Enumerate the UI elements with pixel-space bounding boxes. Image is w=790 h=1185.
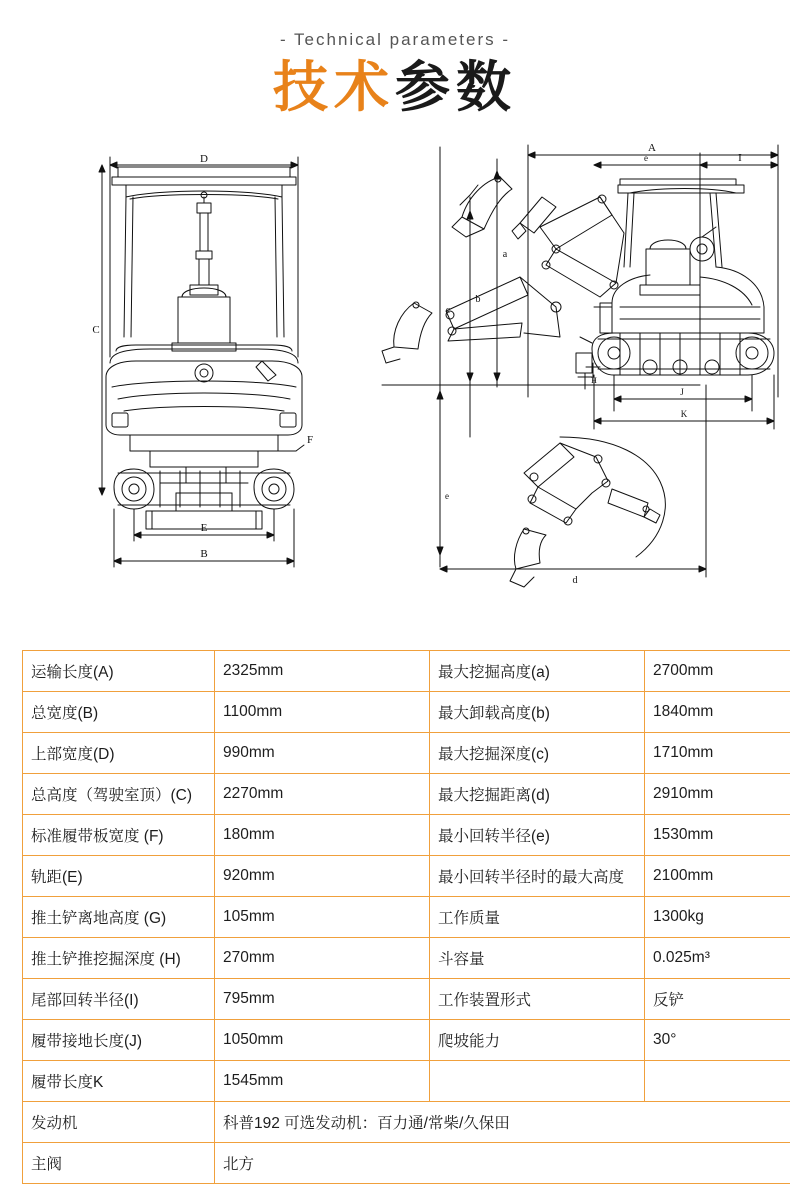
label-b: b	[475, 294, 481, 306]
spec-label: 工作质量	[430, 897, 645, 938]
spec-label: 履带接地长度(J)	[23, 1020, 215, 1061]
side-view-drawing	[382, 145, 778, 587]
label-E: E	[200, 522, 208, 535]
table-row	[23, 733, 790, 774]
label-e-left: e	[445, 491, 449, 502]
spec-label: 最大挖掘距离(d)	[430, 774, 645, 815]
spec-label: 最小回转半径时的最大高度	[430, 856, 645, 897]
spec-value: 科普192 可选发动机：百力通/常柴/久保田	[215, 1102, 790, 1143]
spec-value: 1300kg	[645, 897, 790, 938]
spec-label: 最大挖掘深度(c)	[430, 733, 645, 774]
label-D: D	[200, 153, 208, 166]
spec-value: 920mm	[215, 856, 430, 897]
spec-value: 2325mm	[215, 651, 430, 692]
spec-label: 总宽度(B)	[23, 692, 215, 733]
spec-label: 推土铲离地高度 (G)	[23, 897, 215, 938]
label-F: F	[306, 434, 314, 447]
spec-label: 运输长度(A)	[23, 651, 215, 692]
label-a: a	[502, 249, 508, 261]
spec-value: 1100mm	[215, 692, 430, 733]
label-c: c	[445, 305, 451, 317]
spec-label: 最大卸载高度(b)	[430, 692, 645, 733]
spec-value: 0.025m³	[645, 938, 790, 979]
front-view-drawing	[99, 157, 304, 567]
drawing-svg	[0, 137, 790, 607]
page-header	[0, 0, 790, 119]
table-row	[23, 1102, 790, 1143]
specifications-table	[22, 650, 768, 1184]
spec-value: 180mm	[215, 815, 430, 856]
spec-label: 履带长度K	[23, 1061, 215, 1102]
spec-label: 总高度（驾驶室顶）(C)	[23, 774, 215, 815]
technical-drawings	[0, 137, 790, 607]
spec-label: 斗容量	[430, 938, 645, 979]
spec-value: 2100mm	[645, 856, 790, 897]
label-H: H	[591, 376, 597, 386]
page-title-part2: 参数	[395, 56, 518, 118]
spec-label: 爬坡能力	[430, 1020, 645, 1061]
spec-label: 最小回转半径(e)	[430, 815, 645, 856]
table-row	[23, 1020, 790, 1061]
spec-label: 工作装置形式	[430, 979, 645, 1020]
spec-value: 795mm	[215, 979, 430, 1020]
spec-value-empty	[645, 1061, 790, 1102]
table-row	[23, 979, 790, 1020]
spec-value: 1545mm	[215, 1061, 430, 1102]
label-K: K	[680, 409, 688, 420]
label-I: I	[738, 152, 742, 165]
label-d: d	[572, 575, 578, 587]
spec-value: 105mm	[215, 897, 430, 938]
spec-label: 推土铲推挖掘深度 (H)	[23, 938, 215, 979]
spec-table	[22, 650, 790, 1184]
spec-value: 1530mm	[645, 815, 790, 856]
spec-value: 990mm	[215, 733, 430, 774]
label-J: J	[680, 387, 684, 398]
spec-value: 270mm	[215, 938, 430, 979]
label-e-top: e	[644, 153, 648, 164]
table-row	[23, 856, 790, 897]
spec-label: 上部宽度(D)	[23, 733, 215, 774]
spec-value: 2910mm	[645, 774, 790, 815]
spec-value: 2700mm	[645, 651, 790, 692]
spec-value: 1840mm	[645, 692, 790, 733]
spec-value: 2270mm	[215, 774, 430, 815]
header-subtitle: - Technical parameters -	[279, 30, 511, 49]
page-title-part1: 技术	[272, 56, 395, 118]
spec-label: 主阀	[23, 1143, 215, 1184]
spec-value: 1710mm	[645, 733, 790, 774]
table-row	[23, 815, 790, 856]
dimension-labels	[92, 142, 742, 586]
label-C: C	[92, 324, 100, 337]
table-row	[23, 651, 790, 692]
spec-value: 北方	[215, 1143, 790, 1184]
spec-label: 尾部回转半径(I)	[23, 979, 215, 1020]
spec-label: 最大挖掘高度(a)	[430, 651, 645, 692]
spec-value: 30°	[645, 1020, 790, 1061]
table-row	[23, 774, 790, 815]
spec-value: 反铲	[645, 979, 790, 1020]
table-row	[23, 1143, 790, 1184]
spec-label: 标准履带板宽度 (F)	[23, 815, 215, 856]
table-row	[23, 1061, 790, 1102]
spec-value: 1050mm	[215, 1020, 430, 1061]
table-row	[23, 692, 790, 733]
table-row	[23, 938, 790, 979]
table-row	[23, 897, 790, 938]
label-A: A	[648, 142, 656, 155]
spec-label: 轨距(E)	[23, 856, 215, 897]
spec-label: 发动机	[23, 1102, 215, 1143]
spec-table-body	[23, 651, 790, 1184]
label-B: B	[200, 548, 208, 561]
page-title	[273, 56, 517, 119]
spec-label-empty	[430, 1061, 645, 1102]
